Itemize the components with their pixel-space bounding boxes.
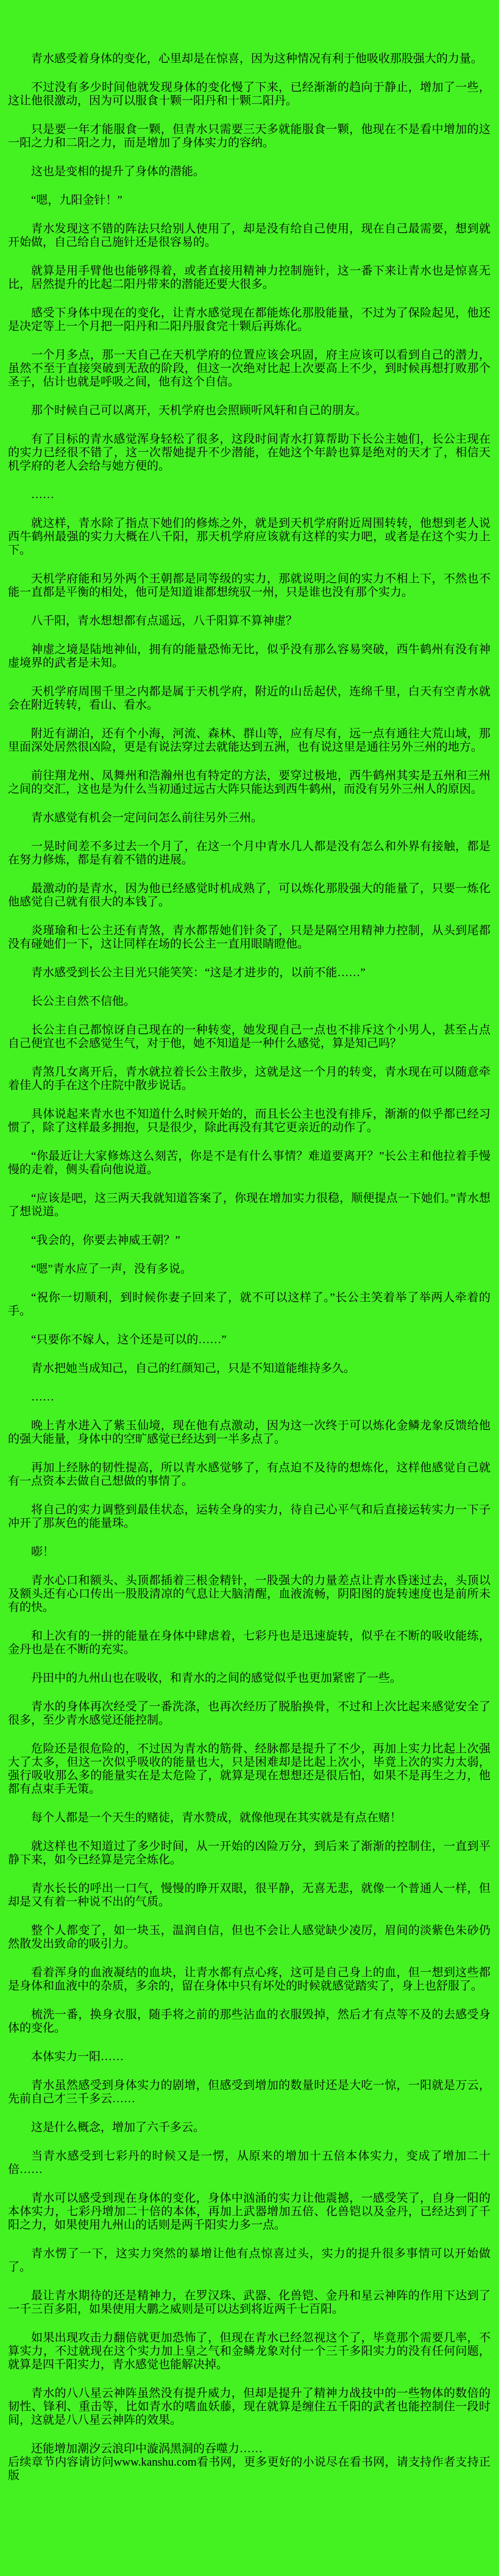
paragraph: 青水心口和额头、头顶都插着三根金精针，一股强大的力量差点让青水昏迷过去，头顶以及额头还有心口传出一股股清凉的气息让大脑清醒，血液流畅，阴阳图的旋转速度也是前所未有的快。 [8,1574,490,1614]
paragraph: …… [31,1391,54,1404]
paragraph: 一晃时间差不多过去一个月了，在这一个月中青水几人都是没有怎么和外界有接触，都是在努力修炼，都是有着不错的进展。 [8,840,490,866]
paragraph: 天机学府周围千里之内都是属于天机学府，附近的山岳起伏，连绵千里，白天有空青水就会在附近转转，看山、看水。 [8,685,490,712]
paragraph: 嘭！ [31,1546,55,1558]
paragraph: 青煞几女离开后，青水就拉着长公主散步，这就是这一个月的转变，青水现在可以随意牵着佳人的手在这个庄院中散步说话。 [8,1066,490,1092]
paragraph: 青水感受着身体的变化，心里却是在惊喜，因为这种情况有利于他吸收那股强大的力量。 [31,52,483,65]
paragraph: “嗯，九阳金针！” [31,194,122,207]
paragraph: 整个人都变了，如一块玉，温润自信，但也不会让人感觉缺少凌厉，眉间的淡紫色朱砂仍然散发出致命的吸引力。 [8,1924,490,1950]
paragraph: 丹田中的九州山也在吸收，和青水的之间的感觉似乎也更加紧密了一些。 [31,1672,402,1685]
paragraph: 附近有湖泊，还有个小海，河流、森林、群山等，应有尽有，远一点有通往大荒山域，那里面深处居然很凶险，更是有说法穿过去就能达到五洲，也有说这里是通往另外三州的地方。 [8,727,490,754]
paragraph: 天机学府能和另外两个王朝都是同等级的实力，那就说明之间的实力不相上下，不然也不能一直都是平衡的相处，他可是知道谁都想统驭一州，只是谁也没有那个实力。 [8,573,490,599]
paragraph: 看着浑身的血液凝结的血块，让青水都有点心疼，这可是自己身上的血，但一想到这些都是身体和血液中的杂质，多余的，留在身体中只有坏处的时候就感觉踏实了，身上也舒服了。 [8,1966,490,1993]
paragraph: 就这样，青水除了指点下她们的修炼之外，就是到天机学府附近周围转转，他想到老人说西牛鹤州最强的实力大概在八千阳，那天机学府应该就有这样的实力吧，或者是在这个实力上下。 [8,517,490,557]
paragraph: 最激动的是青水，因为他已经感觉时机成熟了，可以炼化那股强大的能量了，只要一炼化他感觉自己就有很大的本钱了。 [8,882,490,908]
paragraph: 晚上青水进入了紫玉仙境，现在他有点激动，因为这一次终于可以炼化金鳞龙象反馈给他的强大能量，身体中的空旷感觉已经达到一半多点了。 [8,1419,490,1446]
paragraph: 那个时候自己可以离开，天机学府也会照顾听风轩和自己的朋友。 [31,404,367,417]
paragraph: 有了目标的青水感觉浑身轻松了很多，这段时间青水打算帮助下长公主她们，长公主现在的实力已经很不错了，这一次帮她提升不少潜能，在她这个年龄也算是绝对的天才了，相信天机学府的老人会给与她方便的。 [8,433,490,473]
paragraph: 只是要一年才能服食一颗，但青水只需要三天多就能服食一颗，他现在不是看中增加的这一阳之力和二阳之力，而是增加了身体实力的容纳。 [8,123,490,149]
paragraph: 青水感受到长公主目光只能笑笑：“这是才进步的，以前不能……” [31,966,366,979]
paragraph: 长公主自然不信他。 [31,995,136,1008]
paragraph: 青水发现这不错的阵法只给别人使用了，却是没有给自己使用，现在自己最需要，想到就开始做，自己给自己施针还是很容易的。 [8,223,490,249]
paragraph: 就算是用手臂他也能够得着，或者直接用精神力控制施针，这一番下来让青水也是惊喜无比，居然提升的比起二阳丹带来的潜能还要大很多。 [8,265,490,291]
paragraph: 青水感觉有机会一定问问怎么前往另外三州。 [31,812,263,824]
paragraph: 梳洗一番，换身衣服，随手将之前的那些沾血的衣服毁掉，然后才有点等不及的去感受身体的变化。 [8,2008,490,2035]
paragraph: “祝你一切顺利，到时候你妻子回来了，就不可以这样了。”长公主笑着举了举两人牵着的手。 [8,1291,490,1318]
paragraph: 危险还是很危险的，不过因为青水的筋骨、经脉都是提升了不少，再加上实力比起上次强大了太多，但这一次似乎吸收的能量也大，只是困难却是比起上次小，毕竟上次的实力太弱，强行吸收那么多的能量实在是太危险了，就算是现在想想还是很后怕，如果不是再生之力，他都有点束手无策。 [8,1743,490,1796]
paragraph: 还能增加潮汐云浪印中漩涡黑洞的吞噬力…… [31,2442,263,2455]
paragraph: 神虚之境是陆地神仙，拥有的能量恐怖无比，似乎没有那么容易突破，西牛鹤州有没有神虚境界的武者是未知。 [8,643,490,669]
paragraph: “只要你不嫁人，这个还是可以的……” [31,1333,227,1346]
paragraph: “你最近让大家修炼这么刻苦，你是不是有什么事情？难道要离开？”长公主和他拉着手慢慢的走着，侧头看向他说道。 [8,1150,490,1176]
paragraph: 青水把她当成知己，自己的红颜知己，只是不知道能维持多久。 [31,1362,356,1375]
paragraph: 和上次有的一拼的能量在身体中肆虐着，七彩丹也是迅速旋转，似乎在不断的吸收能练，金丹也是在不断的充实。 [8,1630,490,1656]
paragraph: 本体实力一阳…… [31,2050,124,2063]
paragraph: 炎瑾瑜和七公主还有青煞，青水都帮她们针灸了，只是是隔空用精神力控制，从头到尾都没有碰她们一下，这让同样在场的长公主一直用眼睛瞪他。 [8,924,490,951]
paragraph: 每个人都是一个天生的赌徒，青水赞成，就像他现在其实就是有点在赌！ [31,1811,402,1824]
paragraph: 青水长长的呼出一口气，慢慢的睁开双眼，很平静，无喜无悲，就像一个普通人一样，但却是又有着一种说不出的气质。 [8,1882,490,1908]
paragraph: …… [31,488,54,501]
paragraph: 具体说起来青水也不知道什么时候开始的，而且长公主也没有排斥，渐渐的似乎都已经习惯了，除了这样最多拥抱，只是很少，除此再没有其它更亲近的动作了。 [8,1108,490,1134]
paragraph: 长公主自己都惊讶自己现在的一种转变，她发现自己一点也不排斥这个小男人，甚至占点自己便宜也不会感觉生气，对于他，她不知道是一种什么感觉，算是知己吗？ [8,1024,490,1050]
paragraph: “我会的，你要去神威王朝？” [31,1234,180,1247]
paragraph: 青水的八八星云神阵虽然没有提升威力，但却是提升了精神力战技中的一些物体的数倍的韧性、锋利、重击等，比如青水的嗜血妖藤，现在就算是缠住五千阳的武者也能控制住一段时间，这就是八八星云神阵的效果。 [8,2387,490,2427]
paragraph: 感受下身体中现在的变化，让青水感觉现在都能炼化那股能量，不过为了保险起见，他还是决定等上一个月把一阳丹和二阳丹服食完十颗后再炼化。 [8,307,490,333]
paragraph: “嗯”青水应了一声，没有多说。 [31,1263,192,1276]
paragraph: 这是什么概念，增加了六千多云。 [31,2121,205,2134]
paragraph: 将自己的实力调整到最佳状态，运转全身的实力，待自己心平气和后直接运转实力一下子冲开了那灰色的能量珠。 [8,1504,490,1530]
paragraph: 不过没有多少时间他就发现身体的变化慢了下来，已经渐渐的趋向于静止，增加了一些，这让他很激动，因为可以服食十颗一阳丹和十颗二阳丹。 [8,81,490,107]
paragraph: 如果出现攻击力翻倍就更加恐怖了，但现在青水已经忽视这个了，毕竟那个需要几率，不算实力，不过就现在这个实力加上皇之气和金鳞龙象对付一个三千多阳实力的没有任何问题，就算是四千阳实力，青水感觉也能解决掉。 [8,2332,490,2371]
paragraph: 青水可以感受到现在身体的变化，身体中汹涌的实力让他震撼，一感受笑了，自身一阳的本体实力，七彩丹增加二十倍的本体，再加上武器增加五倍、化兽铠以及金丹，已经达到了千阳之力，如果使用九州山的话则是两千阳实力多一点。 [8,2192,490,2232]
paragraph: 这也是变相的提升了身体的潜能。 [31,165,205,178]
paragraph: 最让青水期待的还是精神力，在罗汉珠、武器、化兽铠、金丹和星云神阵的作用下达到了一千三百多阳，如果使用大鹏之威则是可以达到将近两千七百阳。 [8,2289,490,2316]
paragraph: 八千阳，青水想想都有点遥远，八千阳算不算神虚？ [31,615,298,627]
paragraph: 再加上经脉的韧性提高，所以青水感觉够了，有点迫不及待的想炼化，这样他感觉自己就有一点资本去做自己想做的事情了。 [8,1461,490,1488]
footer-note: 后续章节内容请访问www.kanshu.com看书网，更多更好的小说尽在看书网，请支持作者支持正版 [8,2456,490,2482]
paragraph: 就这样也不知道过了多少时间，从一开始的凶险万分，到后来了渐渐的控制住，一直到平静下来，如今已经算是完全炼化。 [8,1840,490,1866]
paragraph: 青水虽然感受到身体实力的剧增，但感受到增加的数量时还是大吃一惊，一阳就是万云，先前自己才三千多云…… [8,2079,490,2105]
paragraph: 青水的身体再次经受了一番洗涤，也再次经历了脱胎换骨，不过和上次比起来感觉安全了很多，至少青水感觉还能控制。 [8,1700,490,1727]
paragraph: 青水愣了一下，这实力突然的暴增让他有点惊喜过头，实力的提升很多事情可以开始做了。 [8,2247,490,2274]
paragraph: 当青水感受到七彩丹的时候又是一愣，从原来的增加十五倍本体实力，变成了增加二十倍…… [8,2150,490,2176]
paragraph: “应该是吧，这三两天我就知道答案了，你现在增加实力很稳，顺便提点一下她们。”青水想了想说道。 [8,1192,490,1218]
paragraph: 一个月多点，那一天自己在天机学府的位置应该会巩固，府主应该可以看到自己的潜力，虽然不至于直接突破到无敌的阶段，但这一次绝对比起上次要高上不少，到时候再想打败那个圣子，估计也就是呼吸之间，他有这个自信。 [8,349,490,388]
novel-paragraphs [8,52,490,2456]
paragraph: 前往翔龙州、凤舞州和浩瀚州也有特定的方法，要穿过极地，西牛鹤州其实是五州和三州之间的交汇，这也是为什么当初通过远古大阵只能达到西牛鹤州，而没有另外三州人的原因。 [8,769,490,796]
